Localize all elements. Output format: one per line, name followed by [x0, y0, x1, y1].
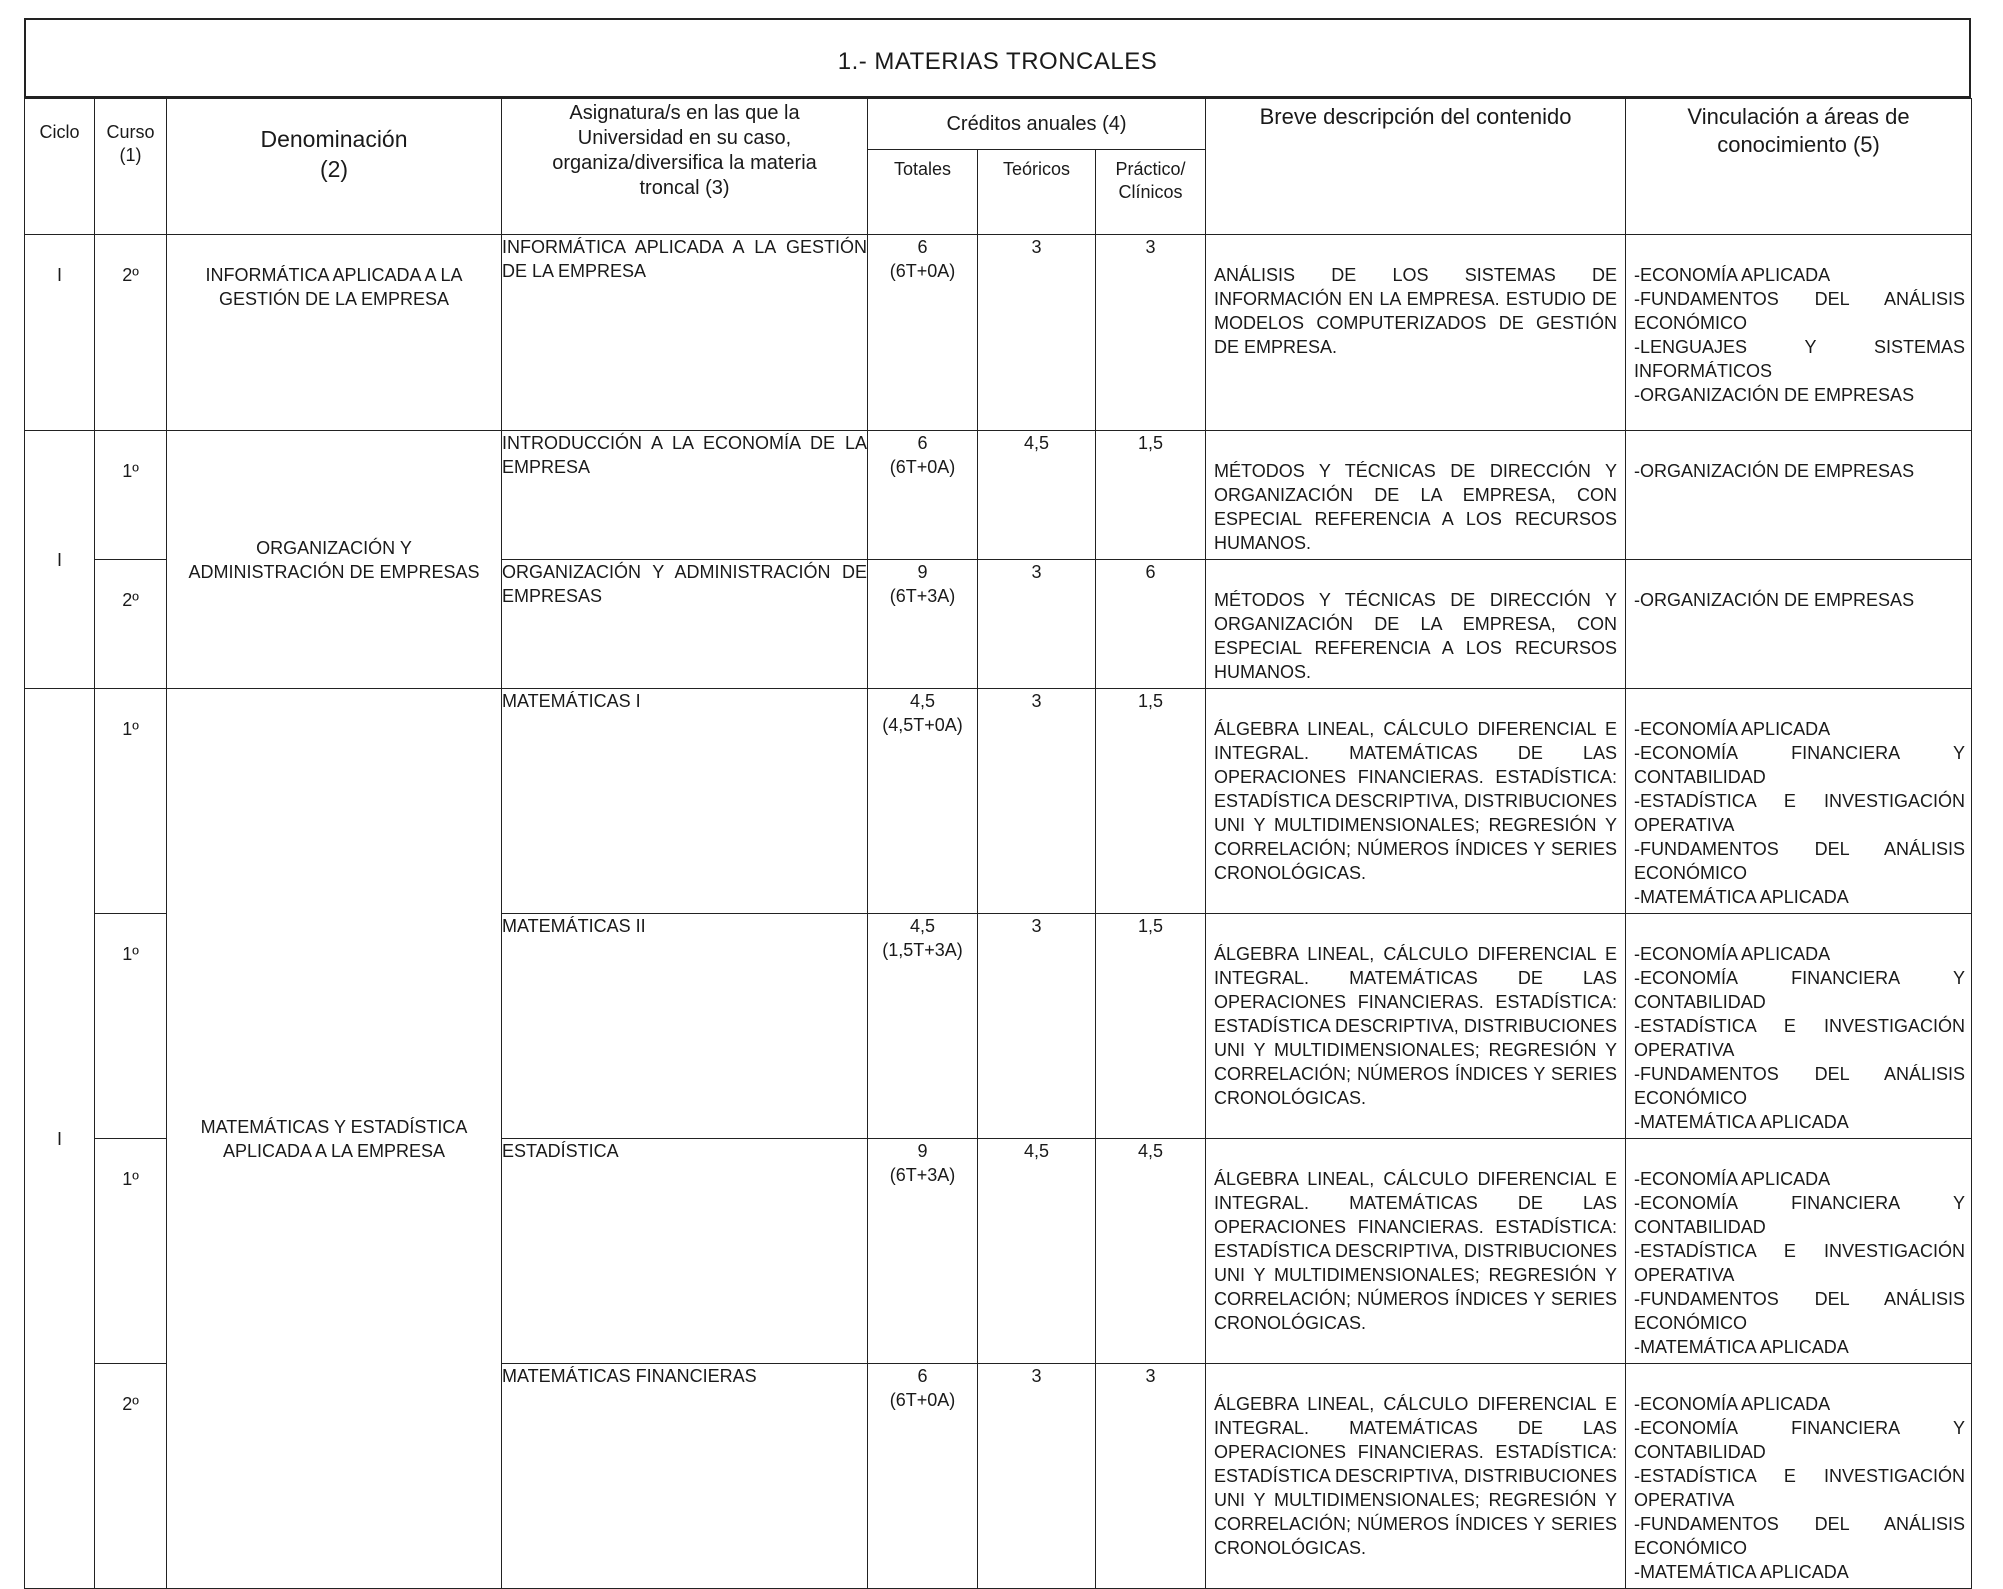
- area-item: -ORGANIZACIÓN DE EMPRESAS: [1634, 385, 1915, 405]
- table-row: [25, 689, 1972, 914]
- area-item: -FUNDAMENTOS DEL ANÁLISIS ECONÓMICO: [1634, 1514, 1966, 1558]
- asignatura-cell: ORGANIZACIÓN Y ADMINISTRACIÓN DE EMPRESAS: [502, 560, 868, 689]
- table-body: [25, 235, 1972, 1589]
- header-asignatura: Asignatura/s en las que la Universidad en su caso, organiza/diversifica la materia troncal (3): [502, 99, 868, 235]
- asignatura-cell: MATEMÁTICAS I: [502, 689, 868, 914]
- area-item: -MATEMÁTICA APLICADA: [1634, 1337, 1849, 1357]
- totales-cell: [868, 914, 978, 1139]
- totales-cell: [868, 431, 978, 560]
- descripcion-cell: ÁLGEBRA LINEAL, CÁLCULO DIFERENCIAL E INTEGRAL. MATEMÁTICAS DE LAS OPERACIONES FINANCIERAS. ESTADÍSTICA: ESTADÍSTICA DESCRIPTIVA, DISTRIBUCIONES UNI Y MULTIDIMENSIONALES; REGRESIÓN Y CORRELACIÓN; NÚMEROS ÍNDICES Y SERIES CRONOLÓGICAS.: [1206, 1364, 1626, 1589]
- totales-cell: [868, 560, 978, 689]
- totales-cell: [868, 235, 978, 431]
- areas-cell: [1626, 1364, 1972, 1589]
- ciclo-cell: I: [25, 689, 95, 1589]
- curso-cell: 2º: [95, 560, 167, 689]
- header-vinculacion: Vinculación a áreas de conocimiento (5): [1626, 99, 1972, 235]
- ciclo-cell: I: [25, 431, 95, 689]
- header-teoricos: Teóricos: [978, 150, 1096, 234]
- header-creditos-group: [868, 99, 1206, 235]
- area-item: -ESTADÍSTICA E INVESTIGACIÓN OPERATIVA: [1634, 1466, 1966, 1510]
- ciclo-cell: I: [25, 235, 95, 431]
- totales-value: 6: [917, 1366, 928, 1386]
- header-practicos: Práctico/ Clínicos: [1115, 159, 1186, 202]
- teoricos-cell: 3: [978, 914, 1096, 1139]
- area-item: -ORGANIZACIÓN DE EMPRESAS: [1634, 590, 1915, 610]
- totales-cell: [868, 1139, 978, 1364]
- title-box: [24, 18, 1971, 98]
- teoricos-cell: 3: [978, 560, 1096, 689]
- area-item: -FUNDAMENTOS DEL ANÁLISIS ECONÓMICO: [1634, 839, 1966, 883]
- totales-breakdown: (1,5T+3A): [882, 940, 963, 960]
- totales-breakdown: (6T+0A): [889, 457, 956, 477]
- asignatura-cell: INFORMÁTICA APLICADA A LA GESTIÓN DE LA EMPRESA: [502, 235, 868, 431]
- area-item: -ESTADÍSTICA E INVESTIGACIÓN OPERATIVA: [1634, 1016, 1966, 1060]
- teoricos-cell: 3: [978, 235, 1096, 431]
- denominacion-cell: ORGANIZACIÓN Y ADMINISTRACIÓN DE EMPRESAS: [167, 431, 502, 689]
- curso-cell: 1º: [95, 689, 167, 914]
- teoricos-cell: 4,5: [978, 431, 1096, 560]
- denominacion-cell: INFORMÁTICA APLICADA A LA GESTIÓN DE LA EMPRESA: [167, 235, 502, 431]
- teoricos-cell: 3: [978, 1364, 1096, 1589]
- area-item: -ECONOMÍA FINANCIERA Y CONTABILIDAD: [1634, 1418, 1966, 1462]
- document-page: [24, 18, 1971, 1582]
- page-title: 1.- MATERIAS TRONCALES: [837, 48, 1158, 75]
- totales-value: 9: [917, 562, 928, 582]
- area-item: -ORGANIZACIÓN DE EMPRESAS: [1634, 461, 1915, 481]
- area-item: -FUNDAMENTOS DEL ANÁLISIS ECONÓMICO: [1634, 1064, 1966, 1108]
- teoricos-cell: 3: [978, 689, 1096, 914]
- curso-cell: 1º: [95, 1139, 167, 1364]
- practicos-cell: 3: [1096, 235, 1206, 431]
- totales-value: 9: [917, 1141, 928, 1161]
- header-creditos: Créditos anuales (4): [946, 113, 1127, 135]
- totales-cell: [868, 689, 978, 914]
- areas-cell: [1626, 1139, 1972, 1364]
- area-item: -ECONOMÍA APLICADA: [1634, 1394, 1831, 1414]
- teoricos-cell: 4,5: [978, 1139, 1096, 1364]
- totales-value: 4,5: [909, 691, 936, 711]
- area-item: -FUNDAMENTOS DEL ANÁLISIS ECONÓMICO: [1634, 289, 1966, 333]
- practicos-cell: 1,5: [1096, 914, 1206, 1139]
- area-item: -ECONOMÍA FINANCIERA Y CONTABILIDAD: [1634, 743, 1966, 787]
- totales-breakdown: (6T+3A): [889, 1165, 956, 1185]
- areas-cell: [1626, 560, 1972, 689]
- header-curso: Curso (1): [95, 99, 167, 235]
- asignatura-cell: MATEMÁTICAS FINANCIERAS: [502, 1364, 868, 1589]
- totales-value: 6: [917, 433, 928, 453]
- asignatura-cell: ESTADÍSTICA: [502, 1139, 868, 1364]
- header-denominacion: Denominación (2): [167, 99, 502, 235]
- totales-breakdown: (6T+3A): [889, 586, 956, 606]
- totales-breakdown: (6T+0A): [889, 261, 956, 281]
- denominacion-cell: MATEMÁTICAS Y ESTADÍSTICA APLICADA A LA EMPRESA: [167, 689, 502, 1589]
- descripcion-cell: MÉTODOS Y TÉCNICAS DE DIRECCIÓN Y ORGANIZACIÓN DE LA EMPRESA, CON ESPECIAL REFERENCIA A LOS RECURSOS HUMANOS.: [1206, 431, 1626, 560]
- practicos-cell: 4,5: [1096, 1139, 1206, 1364]
- practicos-cell: 3: [1096, 1364, 1206, 1589]
- header-totales: Totales: [868, 150, 978, 234]
- totales-value: 4,5: [909, 916, 936, 936]
- descripcion-cell: ANÁLISIS DE LOS SISTEMAS DE INFORMACIÓN EN LA EMPRESA. ESTUDIO DE MODELOS COMPUTERIZADOS DE GESTIÓN DE EMPRESA.: [1206, 235, 1626, 431]
- area-item: -ECONOMÍA FINANCIERA Y CONTABILIDAD: [1634, 968, 1966, 1012]
- descripcion-cell: ÁLGEBRA LINEAL, CÁLCULO DIFERENCIAL E INTEGRAL. MATEMÁTICAS DE LAS OPERACIONES FINANCIERAS. ESTADÍSTICA: ESTADÍSTICA DESCRIPTIVA, DISTRIBUCIONES UNI Y MULTIDIMENSIONALES; REGRESIÓN Y CORRELACIÓN; NÚMEROS ÍNDICES Y SERIES CRONOLÓGICAS.: [1206, 689, 1626, 914]
- totales-breakdown: (4,5T+0A): [882, 715, 963, 735]
- totales-cell: [868, 1364, 978, 1589]
- areas-cell: [1626, 689, 1972, 914]
- asignatura-cell: MATEMÁTICAS II: [502, 914, 868, 1139]
- materias-table: [24, 98, 1972, 1589]
- area-item: -ECONOMÍA APLICADA: [1634, 1169, 1831, 1189]
- area-item: -ECONOMÍA APLICADA: [1634, 719, 1831, 739]
- practicos-cell: 6: [1096, 560, 1206, 689]
- totales-value: 6: [917, 237, 928, 257]
- area-item: -MATEMÁTICA APLICADA: [1634, 887, 1849, 907]
- header-ciclo: Ciclo: [25, 99, 95, 235]
- practicos-cell: 1,5: [1096, 689, 1206, 914]
- totales-breakdown: (6T+0A): [889, 1390, 956, 1410]
- area-item: -ECONOMÍA FINANCIERA Y CONTABILIDAD: [1634, 1193, 1966, 1237]
- practicos-cell: 1,5: [1096, 431, 1206, 560]
- asignatura-cell: INTRODUCCIÓN A LA ECONOMÍA DE LA EMPRESA: [502, 431, 868, 560]
- curso-cell: 2º: [95, 235, 167, 431]
- area-item: -ECONOMÍA APLICADA: [1634, 944, 1831, 964]
- descripcion-cell: MÉTODOS Y TÉCNICAS DE DIRECCIÓN Y ORGANIZACIÓN DE LA EMPRESA, CON ESPECIAL REFERENCIA A LOS RECURSOS HUMANOS.: [1206, 560, 1626, 689]
- table-row: [25, 235, 1972, 431]
- curso-cell: 2º: [95, 1364, 167, 1589]
- area-item: -MATEMÁTICA APLICADA: [1634, 1112, 1849, 1132]
- table-row: [25, 431, 1972, 560]
- areas-cell: [1626, 431, 1972, 560]
- areas-cell: [1626, 914, 1972, 1139]
- area-item: -ESTADÍSTICA E INVESTIGACIÓN OPERATIVA: [1634, 1241, 1966, 1285]
- area-item: -MATEMÁTICA APLICADA: [1634, 1562, 1849, 1582]
- area-item: -ESTADÍSTICA E INVESTIGACIÓN OPERATIVA: [1634, 791, 1966, 835]
- curso-cell: 1º: [95, 431, 167, 560]
- area-item: -ECONOMÍA APLICADA: [1634, 265, 1831, 285]
- header-row: [25, 99, 1972, 235]
- descripcion-cell: ÁLGEBRA LINEAL, CÁLCULO DIFERENCIAL E INTEGRAL. MATEMÁTICAS DE LAS OPERACIONES FINANCIERAS. ESTADÍSTICA: ESTADÍSTICA DESCRIPTIVA, DISTRIBUCIONES UNI Y MULTIDIMENSIONALES; REGRESIÓN Y CORRELACIÓN; NÚMEROS ÍNDICES Y SERIES CRONOLÓGICAS.: [1206, 914, 1626, 1139]
- curso-cell: 1º: [95, 914, 167, 1139]
- header-descripcion: Breve descripción del contenido: [1206, 99, 1626, 235]
- area-item: -LENGUAJES Y SISTEMAS INFORMÁTICOS: [1634, 337, 1966, 381]
- descripcion-cell: ÁLGEBRA LINEAL, CÁLCULO DIFERENCIAL E INTEGRAL. MATEMÁTICAS DE LAS OPERACIONES FINANCIERAS. ESTADÍSTICA: ESTADÍSTICA DESCRIPTIVA, DISTRIBUCIONES UNI Y MULTIDIMENSIONALES; REGRESIÓN Y CORRELACIÓN; NÚMEROS ÍNDICES Y SERIES CRONOLÓGICAS.: [1206, 1139, 1626, 1364]
- area-item: -FUNDAMENTOS DEL ANÁLISIS ECONÓMICO: [1634, 1289, 1966, 1333]
- areas-cell: [1626, 235, 1972, 431]
